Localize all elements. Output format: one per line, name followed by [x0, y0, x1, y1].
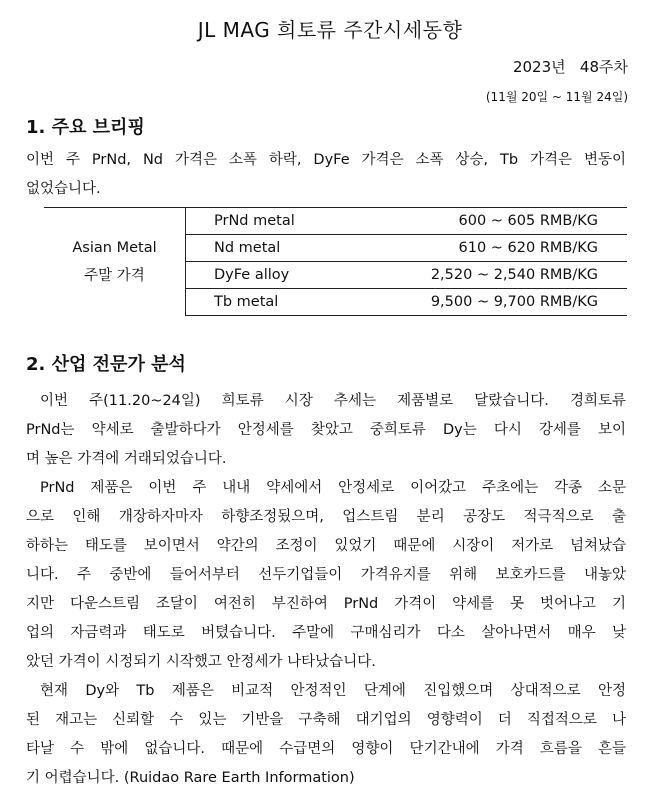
document-title: JL MAG 희토류 주간시세동향 [197, 18, 463, 42]
metal-price: 610 ~ 620 RMB/KG [394, 235, 627, 262]
metal-name: Nd metal [186, 235, 395, 262]
analysis-line: 이번 주(11.20~24일) 희토류 시장 추세는 제품별로 달랐습니다. 경희토류 [40, 393, 626, 409]
metal-price: 600 ~ 605 RMB/KG [394, 208, 627, 235]
section2-heading: 2. 산업 전문가 분석 [26, 354, 186, 375]
analysis-line: PrNd 제품은 이번 주 내내 약세에서 안정세로 이어갔고 주초에는 각종 소문 [40, 480, 626, 496]
week-label: 2023년 48주차 [512, 58, 628, 76]
analysis-paragraph [26, 387, 626, 793]
date-range: (11월 20일 ~ 11월 24일) [485, 90, 628, 104]
metal-name: Tb metal [186, 289, 395, 316]
analysis-line: 타날 수 밖에 없습니다. 때문에 수급면의 영향이 단기간내에 가격 흐름을 흔들 [26, 741, 626, 757]
analysis-line: 업의 자금력과 태도로 버텼습니다. 주말에 구매심리가 다소 살아나면서 매우 낮 [26, 625, 626, 641]
metal-name: DyFe alloy [186, 262, 395, 289]
briefing-line: 없었습니다. [26, 181, 101, 197]
analysis-line: 지만 다운스트림 조달이 여전히 부진하여 PrNd 가격이 약세를 못 벗어나고 기 [26, 596, 626, 612]
metal-price: 2,520 ~ 2,540 RMB/KG [394, 262, 627, 289]
analysis-line: 으로 인해 개장하자마자 하향조정됬으며, 업스트림 분리 공장도 적극적으로 출 [26, 509, 626, 525]
analysis-line: 하하는 태도를 보이면서 약간의 조정이 있었기 때문에 시장이 저가로 넘쳐났습 [26, 538, 626, 554]
section1-heading: 1. 주요 브리핑 [26, 117, 145, 138]
analysis-line: 았던 가격이 시정되기 시작했고 안정세가 나타났습니다. [26, 654, 376, 670]
analysis-line: 기 어렵습니다. (Ruidao Rare Earth Information) [26, 770, 355, 786]
briefing-line: 이번 주 PrNd, Nd 가격은 소폭 하락, DyFe 가격은 소폭 상승, Tb 가격은 변동이 [26, 152, 626, 168]
price-source-note: 주말 가격 [84, 267, 145, 284]
analysis-line: 니다. 주 중반에 들어서부터 선두기업들이 가격유지를 위해 보호카드를 내놓았 [26, 567, 626, 583]
analysis-line: 며 높은 가격에 거래되었습니다. [26, 451, 227, 467]
analysis-line: 현재 Dy와 Tb 제품은 비교적 안정적인 단계에 진입했으며 상대적으로 안정 [40, 683, 626, 699]
analysis-line: PrNd는 약세로 출발하다가 안정세를 찾았고 중희토류 Dy는 다시 강세를 보이 [26, 422, 626, 438]
metal-name: PrNd metal [186, 208, 395, 235]
analysis-line: 된 재고는 신뢰할 수 있는 기반을 구축해 대기업의 영향력이 더 직접적으로 나 [26, 712, 626, 728]
table-row [44, 208, 627, 235]
metal-price: 9,500 ~ 9,700 RMB/KG [394, 289, 627, 316]
price-source-cell [44, 208, 186, 316]
price-table [44, 207, 627, 316]
price-source-name: Asian Metal [72, 239, 157, 256]
briefing-paragraph [26, 146, 626, 204]
